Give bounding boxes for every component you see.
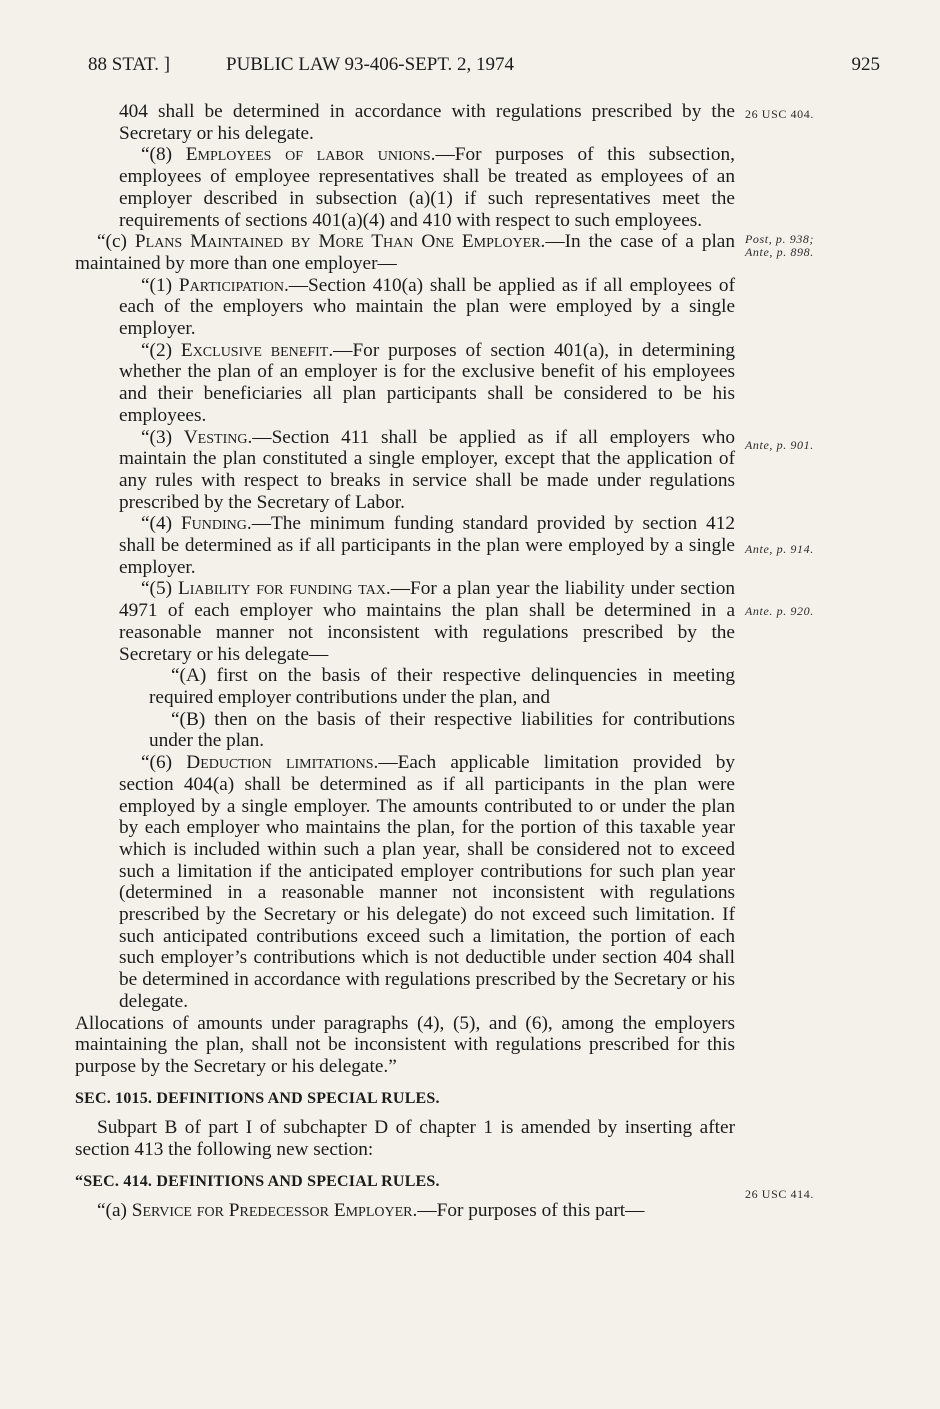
paragraph-body: —The minimum funding standard provided by section 412 shall be determined as if all participants in the plan were employed by a single employer. xyxy=(119,513,735,578)
paragraph-heading: Participation. xyxy=(178,274,289,296)
allocation-paragraph: Allocations of amounts under paragraphs (4), (5), and (6), among the employers maintaining the plan, shall not be inconsistent with regulations prescribed for this purpose by the Secretary or his delegate.” xyxy=(75,1012,735,1077)
header-public-law-title: PUBLIC LAW 93-406-SEPT. 2, 1974 xyxy=(226,54,515,75)
paragraph-number: “(6) xyxy=(141,752,187,774)
statute-text xyxy=(75,101,735,1222)
paragraph-number: “(2) xyxy=(141,339,181,361)
margin-note: 26 USC 404. xyxy=(745,107,814,121)
header-page-number: 925 xyxy=(851,54,880,75)
paragraph-heading: Employees of labor unions. xyxy=(185,144,436,166)
section-heading-414: “SEC. 414. DEFINITIONS AND SPECIAL RULES. xyxy=(75,1172,440,1190)
margin-note: 26 USC 414. xyxy=(745,1187,814,1201)
margin-note: Ante. p. 920. xyxy=(745,604,814,618)
paragraph-body: —For purposes of this part— xyxy=(417,1200,645,1222)
paragraph-4 xyxy=(75,513,735,578)
paragraph-number: “(1) xyxy=(141,274,179,296)
subparagraph-A: “(A) first on the basis of their respective delinquencies in meeting required employer contributions under the plan, and xyxy=(149,665,735,708)
paragraph-body: —For a plan year the liability under section 4971 of each employer who maintains the plan shall be determined in a reasonable manner not inconsistent with regulations prescribed by the Secretary or his delegate— xyxy=(119,578,735,665)
paragraph-8 xyxy=(75,144,735,231)
margin-note: Ante, p. 914. xyxy=(745,542,814,556)
paragraph-number: “(4) xyxy=(141,513,181,535)
paragraph-number: “(5) xyxy=(141,578,178,600)
paragraph-1 xyxy=(75,275,735,340)
margin-note: Post, p. 938; xyxy=(745,232,815,246)
subparagraph-B: “(B) then on the basis of their respective liabilities for contributions under the plan. xyxy=(149,708,735,752)
paragraph-body: —Section 411 shall be applied as if all employers who maintain the plan constituted a single employer, except that the application of any rules with respect to breaks in service shall be made under regulations prescribed by the Secretary of Labor. xyxy=(119,426,735,513)
paragraph-6 xyxy=(75,752,735,1012)
paragraph-heading: Plans Maintained by More Than One Employer. xyxy=(134,231,546,253)
amendment-paragraph: Subpart B of part I of subchapter D of chapter 1 is amended by inserting after section 413 the following new section: xyxy=(75,1117,735,1161)
paragraph-2 xyxy=(75,340,735,427)
paragraph-number: “(8) xyxy=(141,144,186,166)
paragraph-number: “(3) xyxy=(141,426,184,448)
subsection-a xyxy=(75,1200,735,1222)
paragraph-heading: Liability for funding tax. xyxy=(177,578,391,600)
paragraph: 404 shall be determined in accordance with regulations prescribed by the Secretary or his delegate. xyxy=(119,101,735,144)
margin-note: Ante, p. 898. xyxy=(745,245,814,259)
paragraph-body: —For purposes of section 401(a), in determining whether the plan of an employer is for the exclusive benefit of his employees and their beneficiaries all plan participants shall be considered to be his employees. xyxy=(119,339,735,426)
subsection-c xyxy=(75,231,735,274)
paragraph-body: —For purposes of this subsection, employees of employee representatives shall be treated as employees of an employer described in subsection (a)(1) if such representatives meet the requirements of sections 401(a)(4) and 410 with respect to such employees. xyxy=(119,144,735,231)
paragraph-3 xyxy=(75,427,735,514)
header-statute-volume: 88 STAT. ] xyxy=(88,54,171,75)
paragraph-number: “(a) xyxy=(97,1200,132,1222)
paragraph-heading: Funding. xyxy=(180,513,252,535)
paragraph-body: —Each applicable limitation provided by section 404(a) shall be determined as if all participants in the plan were employed by a single employer. The amounts contributed to or under the plan by each employer who maintains the plan, for the portion of this taxable year which is included within such a plan year, shall be considered not to exceed such a limitation if the anticipated employer contributions for such plan year (determined in a reasonable manner not inconsistent with regulations prescribed by the Secretary or his delegate) do not exceed such limitation. If such anticipated contributions exceed such a limitation, the portion of each such employer’s contributions which is not deductible under section 404 shall be determined in accordance with regulations prescribed by the Secretary or his delegate. xyxy=(119,752,735,1012)
paragraph-5 xyxy=(75,578,735,665)
spacer xyxy=(75,1192,735,1200)
paragraph-heading: Service for Predecessor Employer. xyxy=(131,1200,418,1222)
paragraph-heading: Exclusive benefit. xyxy=(180,339,334,361)
page-header xyxy=(88,54,880,84)
section-heading-1015: SEC. 1015. DEFINITIONS AND SPECIAL RULES. xyxy=(75,1089,440,1107)
spacer xyxy=(75,1109,735,1117)
paragraph-body: —In the case of a plan maintained by more than one employer— xyxy=(75,231,736,274)
paragraph-heading: Deduction limitations. xyxy=(186,752,379,774)
paragraph-heading: Vesting. xyxy=(183,426,253,448)
margin-note: Ante, p. 901. xyxy=(745,438,814,452)
paragraph-number: “(c) xyxy=(97,231,135,253)
paragraph-body: —Section 410(a) shall be applied as if all employees of each of the employers who maintain the plan were employed by a single employer. xyxy=(119,274,735,340)
